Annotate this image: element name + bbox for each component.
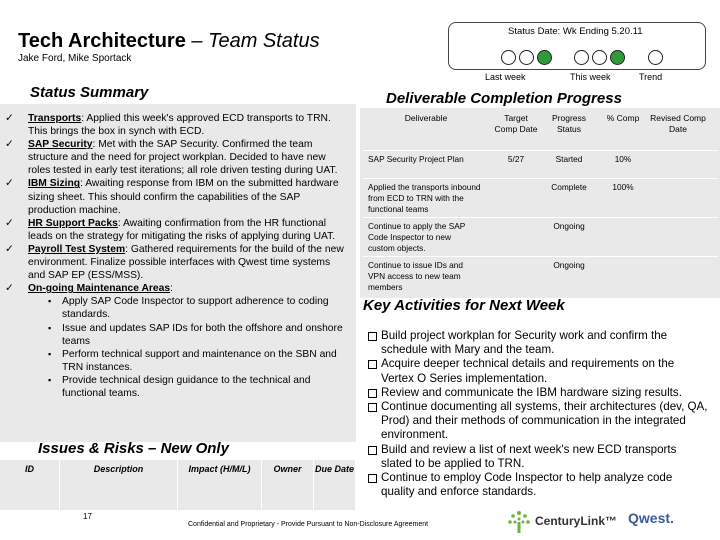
page-title — [18, 30, 320, 53]
status-item — [4, 243, 344, 282]
deliverables-header-deliverable: Deliverable — [404, 113, 448, 123]
centurylink-logo-icon — [506, 510, 532, 539]
status-item — [4, 112, 344, 138]
deliverable-target: 5/27 — [507, 154, 525, 164]
title-main: Tech Architecture — [18, 30, 186, 52]
maintenance-sub-item: ▪ Perform technical support and maintenance on the SBN and TRN instances. — [40, 348, 344, 374]
deliverable-status: Complete — [551, 182, 587, 192]
status-item — [4, 177, 344, 216]
status-item-head: Transports — [28, 113, 82, 124]
status-item — [4, 282, 344, 400]
key-activity-item: Build project workplan for Security work and confirm the schedule with Mary and the team. — [368, 329, 708, 357]
deliverable-status: Ongoing — [553, 260, 585, 270]
qwest-logo: Qwest. — [628, 510, 674, 526]
issues-title: Issues & Risks – New Only — [38, 440, 229, 457]
maintenance-sub-item: ▪ Apply SAP Code Inspector to support adherence to coding standards. — [40, 295, 344, 321]
deliverables-header-revised: Revised Comp Date — [650, 113, 706, 134]
deliverables-header-status: Progress Status — [551, 113, 586, 134]
deliverable-status: Started — [555, 154, 583, 164]
deliverable-pct: 100% — [612, 182, 634, 192]
last-week-green-light — [537, 50, 552, 65]
key-activities-list — [368, 329, 708, 499]
this-week-green-light — [610, 50, 625, 65]
status-summary-title: Status Summary — [30, 84, 149, 101]
trend-indicator — [648, 50, 663, 65]
status-item-text: : Applied this week's approved ECD transports to TRN. This brings the box in synch with ECD. — [28, 113, 331, 138]
maintenance-sub-list — [40, 295, 344, 400]
issues-header-description: Description — [60, 460, 178, 510]
maintenance-sub-item: ▪ Provide technical design guidance to the technical and functional teams. — [40, 374, 344, 400]
deliverable-name: Continue to apply the SAP Code Inspector to new custom objects. — [368, 221, 466, 253]
trend-label: Trend — [639, 72, 663, 82]
status-item — [4, 138, 344, 177]
deliverable-row-divider — [363, 217, 718, 218]
this-week-red-light — [574, 50, 589, 65]
status-item-head: Payroll Test System — [28, 243, 126, 255]
deliverable-status: Ongoing — [553, 221, 585, 231]
deliverable-row-divider — [363, 178, 718, 179]
last-week-yellow-light — [519, 50, 534, 65]
deliverable-row-divider — [363, 150, 718, 151]
key-activity-item: Continue documenting all systems, their architectures (dev, QA, Prod) and their methods of communication in the integrated environment. — [368, 400, 708, 443]
status-item-head: HR Support Packs — [28, 217, 118, 229]
status-item-head: SAP Security — [28, 139, 93, 151]
key-activity-item: Build and review a list of next week's new ECD transports slated to be applied to TRN. — [368, 443, 708, 471]
issues-header-due-date: Due Date — [314, 460, 356, 510]
status-item-text: : Gathered requirements for the build of the new environment. Finalize possible interfaces with Qwest time systems and SAP EP (ESS/MSS). — [28, 243, 344, 282]
status-item-head: IBM Sizing — [28, 178, 81, 190]
status-item-head: On-going Maintenance Areas — [28, 283, 171, 295]
title-subtitle: – Team Status — [185, 30, 320, 52]
confidential-notice: Confidential and Proprietary - Provide Pursuant to Non-Disclosure Agreement — [188, 521, 429, 528]
deliverable-name: SAP Security Project Plan — [368, 154, 464, 164]
centurylink-wordmark: CenturyLink™ — [535, 514, 618, 528]
this-week-yellow-light — [592, 50, 607, 65]
key-activity-item: Acquire deeper technical details and requirements on the Vertex O Series implementation. — [368, 357, 708, 385]
status-item-text: : Met with the SAP Security. Confirmed the team structure and the need for project workplan. Decided to have new roles tested in early test iterations; all role driven testing during UAT. — [28, 139, 338, 177]
status-item-text: : Awaiting response from IBM on the submitted hardware sizing sheet. This should confirm the capabilities of the SAP production machine. — [28, 178, 339, 216]
maintenance-sub-item: ▪ Issue and updates SAP IDs for both the offshore and onshore teams — [40, 322, 344, 348]
last-week-label: Last week — [485, 72, 526, 82]
deliverables-header-target: Target Comp Date — [494, 113, 538, 134]
issues-header-impact: Impact (H/M/L) — [178, 460, 262, 510]
deliverables-header-pct: % Comp — [606, 113, 640, 123]
key-activities-title: Key Activities for Next Week — [363, 297, 565, 314]
issues-header-id: ID — [0, 460, 60, 510]
status-summary-list — [4, 112, 344, 400]
deliverable-pct: 10% — [614, 154, 632, 164]
status-item-text: : Awaiting confirmation from the HR functional leads on the strategy for mitigating the risks of applying during UAT. — [28, 217, 336, 242]
status-item-text: : — [170, 283, 173, 295]
deliverable-name: Applied the transports inbound from ECD to TRN with the functional teams — [368, 182, 481, 214]
deliverables-title: Deliverable Completion Progress — [386, 90, 622, 107]
status-item — [4, 217, 344, 243]
status-date: Status Date: Wk Ending 5.20.11 — [508, 26, 643, 37]
issues-header-owner: Owner — [262, 460, 314, 510]
deliverable-row-divider — [363, 256, 718, 257]
deliverable-name: Continue to issue IDs and VPN access to new team members — [368, 260, 464, 292]
key-activity-item: Review and communicate the IBM hardware sizing results. — [368, 386, 708, 400]
page-number: 17 — [83, 512, 92, 521]
last-week-red-light — [501, 50, 516, 65]
key-activity-item: Continue to employ Code Inspector to help analyze code quality and enforce standards. — [368, 471, 708, 499]
authors: Jake Ford, Mike Sportack — [18, 53, 132, 64]
this-week-label: This week — [570, 72, 611, 82]
